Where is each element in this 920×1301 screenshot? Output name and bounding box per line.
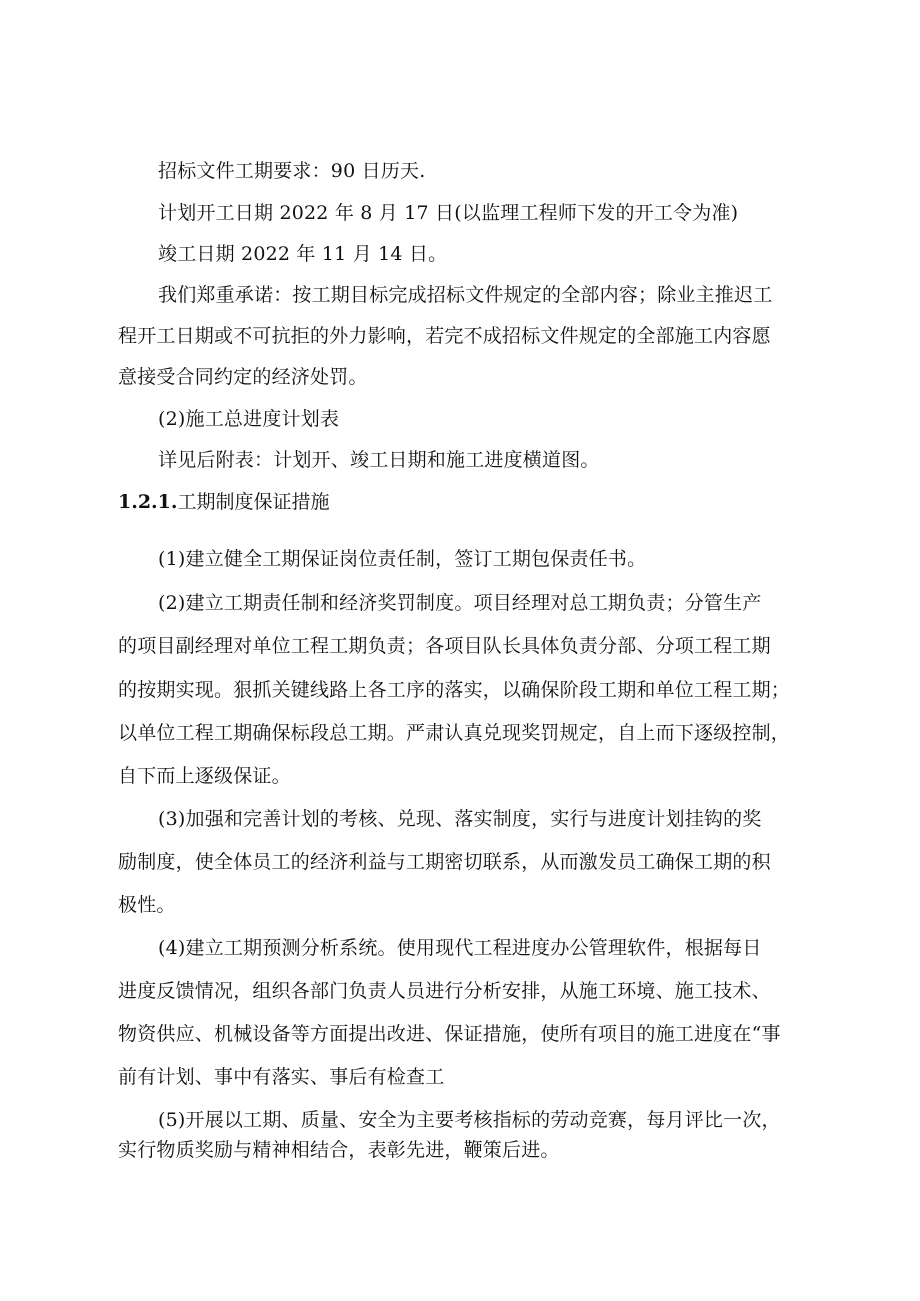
duration-requirement-line: 招标文件工期要求：90 日历天. bbox=[158, 160, 426, 182]
item-5-line-1: (5)开展以工期、质量、安全为主要考核指标的劳动竞赛，每月评比一次， bbox=[158, 1109, 781, 1131]
planned-start-line: 计划开工日期 2022 年 8 月 17 日(以监理工程师下发的开工令为准) bbox=[158, 202, 739, 224]
item-3-line-2: 励制度，使全体员工的经济利益与工期密切联系，从而激发员工确保工期的积 bbox=[118, 851, 771, 873]
item-2-line-5: 自下而上逐级保证。 bbox=[118, 765, 291, 787]
commitment-line-2: 程开工日期或不可抗拒的外力影响，若完不成招标文件规定的全部施工内容愿 bbox=[118, 325, 771, 347]
item-2-line-4: 以单位工程工期确保标段总工期。严肃认真兑现奖罚规定，自上而下逐级控制， bbox=[118, 722, 791, 744]
schedule-detail: 详见后附表：计划开、竣工日期和施工进度横道图。 bbox=[158, 449, 600, 471]
item-2-line-3: 的按期实现。狠抓关键线路上各工序的落实，以确保阶段工期和单位工程工期； bbox=[118, 679, 791, 701]
item-3-line-3: 极性。 bbox=[118, 894, 176, 916]
section-heading bbox=[118, 489, 330, 515]
item-4-line-2: 进度反馈情况，组织各部门负责人员进行分析安排，从施工环境、施工技术、 bbox=[118, 980, 771, 1002]
schedule-title: (2)施工总进度计划表 bbox=[158, 408, 340, 430]
item-3-line-1: (3)加强和完善计划的考核、兑现、落实制度，实行与进度计划挂钩的奖 bbox=[158, 808, 762, 830]
item-1-line-1: (1)建立健全工期保证岗位责任制，签订工期包保责任书。 bbox=[158, 548, 647, 570]
commitment-line-1: 我们郑重承诺：按工期目标完成招标文件规定的全部内容；除业主推迟工 bbox=[158, 284, 773, 306]
commitment-line-3: 意接受合同约定的经济处罚。 bbox=[118, 366, 368, 388]
completion-date-line: 竣工日期 2022 年 11 月 14 日。 bbox=[158, 243, 448, 265]
item-4-line-1: (4)建立工期预测分析系统。使用现代工程进度办公管理软件，根据每日 bbox=[158, 937, 762, 959]
item-4-line-3: 物资供应、机械设备等方面提出改进、保证措施，使所有项目的施工进度在“事 bbox=[118, 1023, 781, 1045]
section-number: 1.2.1. bbox=[118, 491, 178, 513]
section-title: 工期制度保证措施 bbox=[177, 491, 330, 513]
item-2-line-1: (2)建立工期责任制和经济奖罚制度。项目经理对总工期负责；分管生产 bbox=[158, 592, 762, 614]
item-2-line-2: 的项目副经理对单位工程工期负责；各项目队长具体负责分部、分项工程工期 bbox=[118, 635, 771, 657]
item-5-line-2: 实行物质奖励与精神相结合，表彰先进，鞭策后进。 bbox=[118, 1139, 560, 1161]
item-4-line-4: 前有计划、事中有落实、事后有检查工 bbox=[118, 1066, 445, 1088]
